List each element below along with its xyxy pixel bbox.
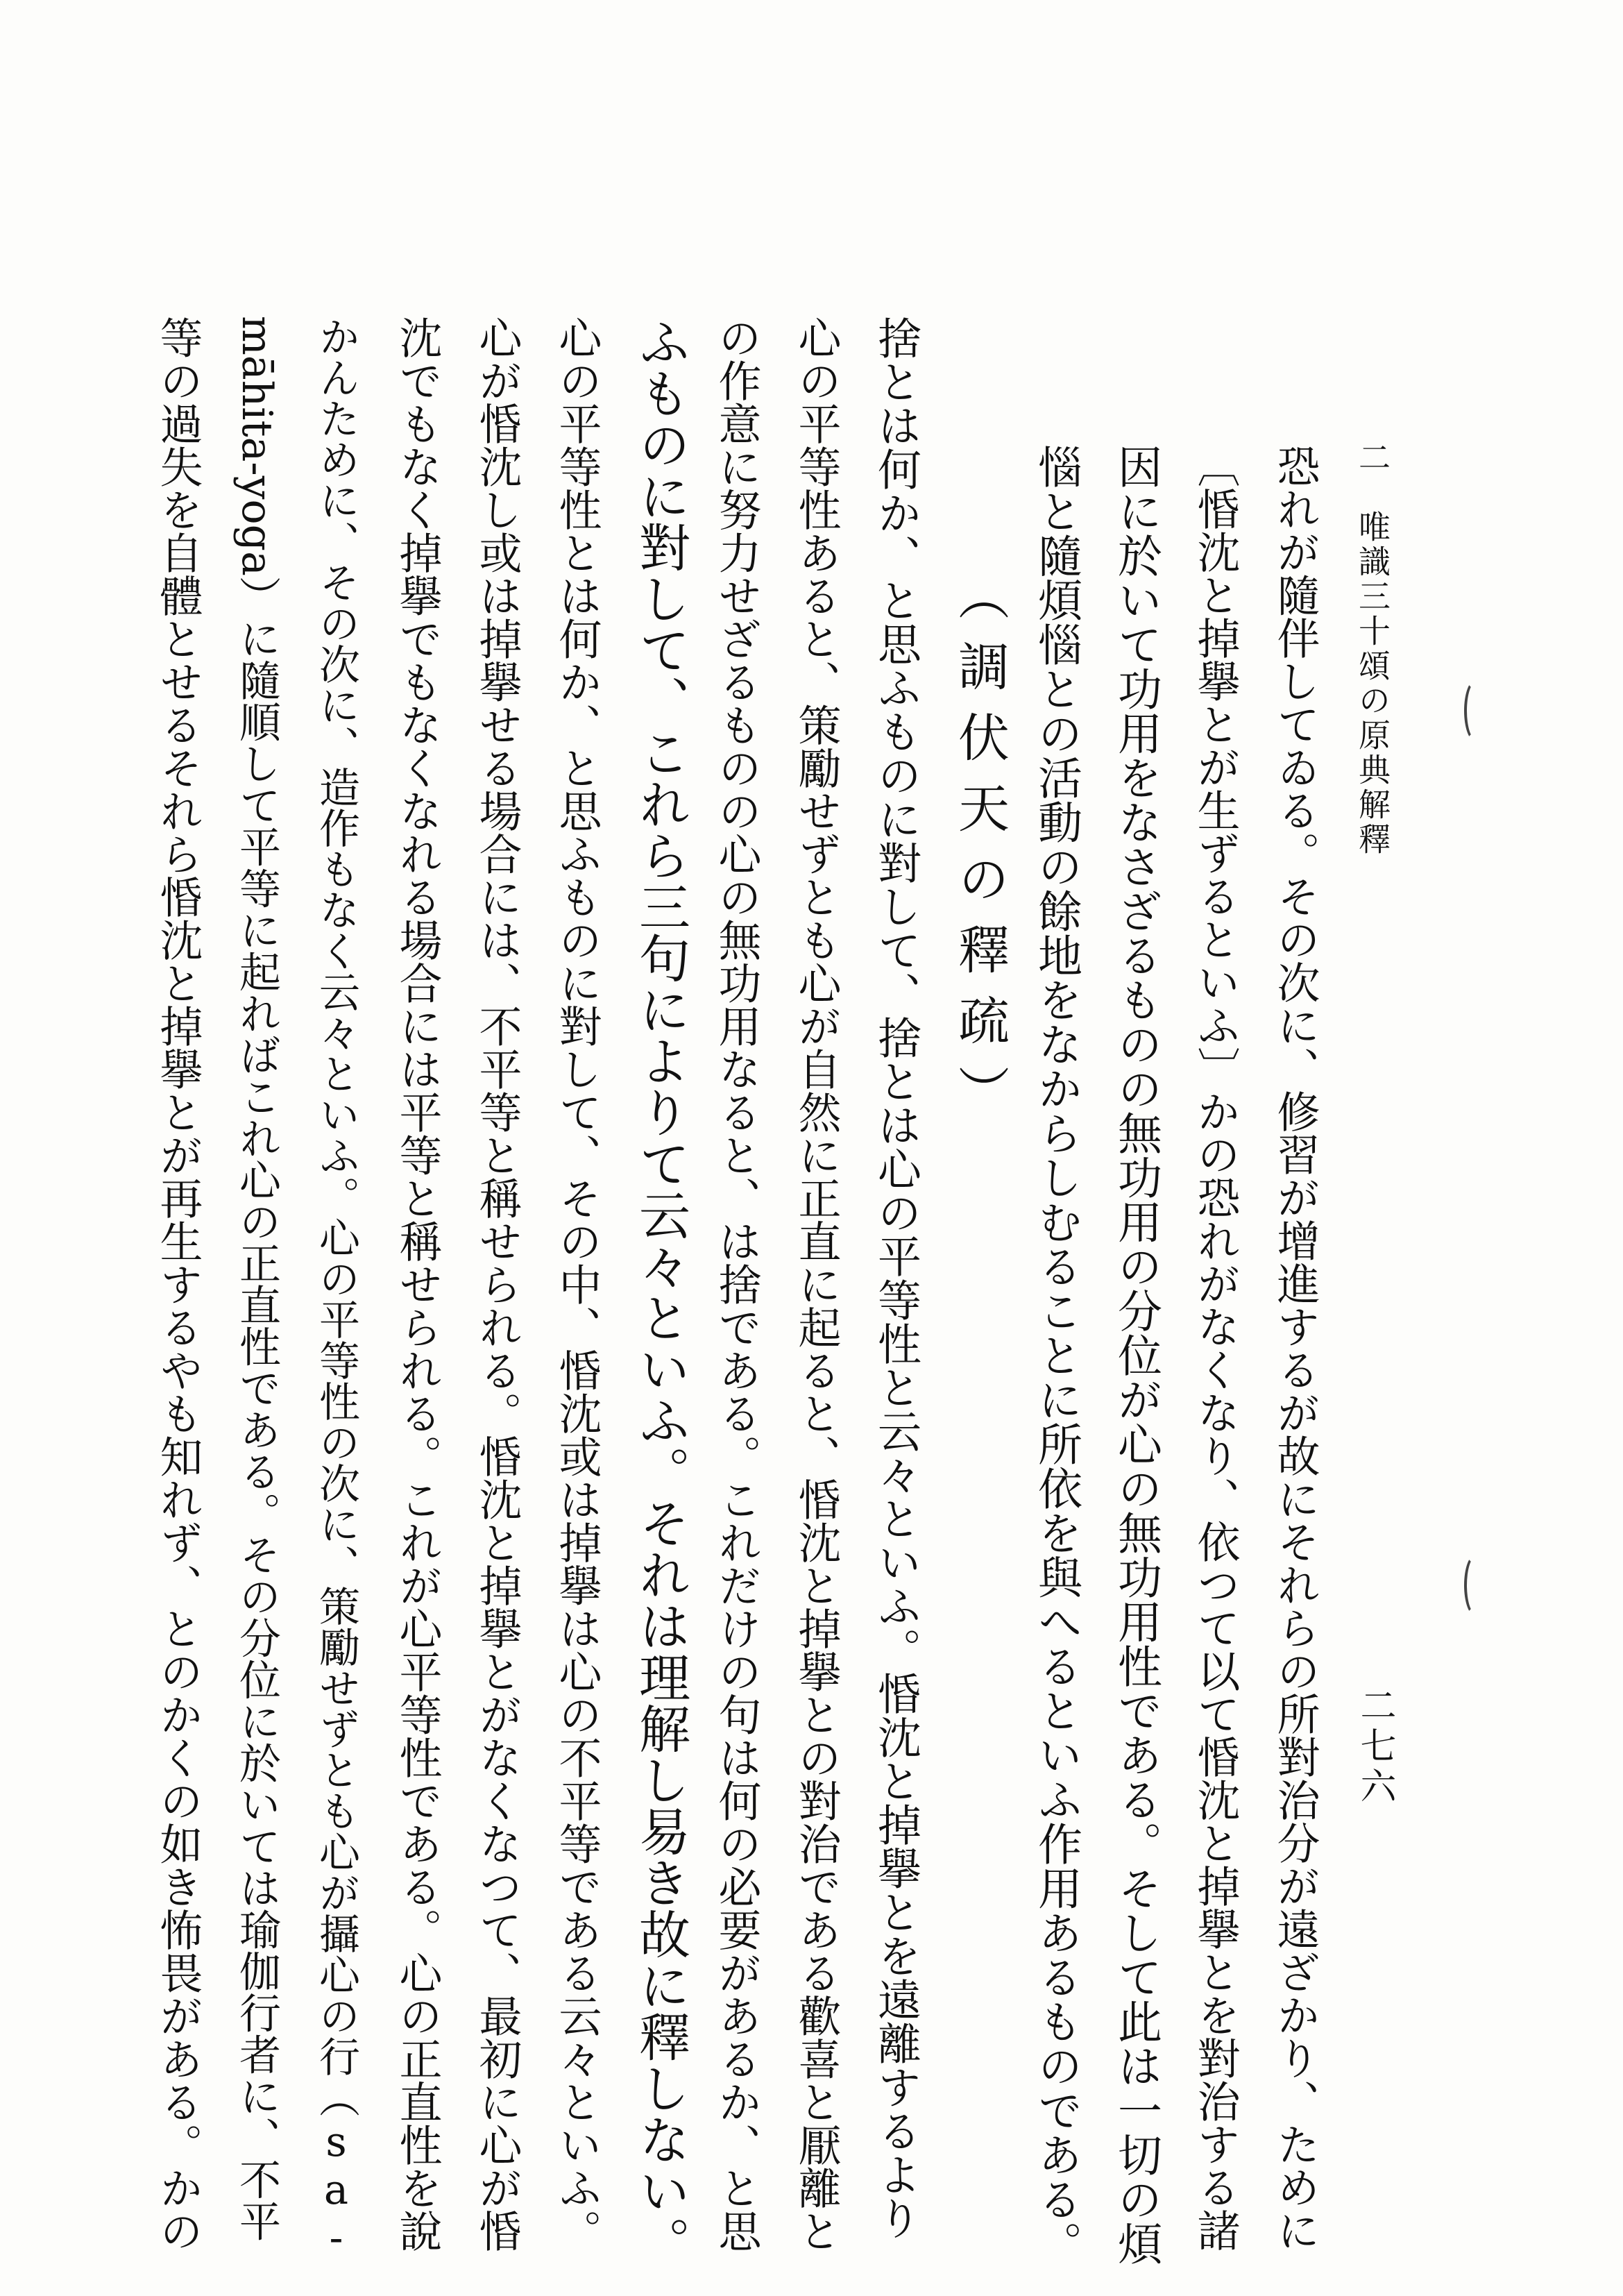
body-line-7: の作意に努力せざるものの心の無功用なると、は捨である。これだけの句は何の必要があるか、と思 [711, 316, 762, 2252]
body-line-8: ふものに對して、これら三句によりて云々といふ。それは理解し易き故に釋しない。 [631, 316, 690, 2268]
body-line-4: 惱と隨煩惱との活動の餘地をなからしむることに所依を與へるといふ作用あるものである。 [1030, 444, 1082, 2265]
body-line-13: māhita-yoga）に隨順して平等に起ればこれ心の正直性である。その分位に於いては瑜伽行者に、不平 [232, 316, 281, 2242]
running-title: 二 唯識三十頌の原典解釋 [1354, 441, 1391, 857]
body-line-5: 捨とは何か、と思ふものに對して、捨とは心の平等性と云々といふ。惛沈と掉擧とを遠離するより [871, 316, 921, 2240]
body-line-12: かんために、その次に、造作もなく云々といふ。心の平等性の次に、策勵せずとも心が攝心の行（sa- [312, 316, 360, 2261]
body-line-1: 恐れが隨伴してゐる。その次に、修習が增進するが故にそれらの所對治分が遠ざかり、ために [1270, 444, 1320, 2252]
body-line-10: 心が惛沈し或は掉擧せる場合には、不平等と稱せられる。惛沈と掉擧とがなくなつて、最初に心が惛 [472, 316, 522, 2252]
body-line-3: 因に於いて功用をなさざるものの無功用の分位が心の無功用性である。そして此は一切の煩 [1110, 444, 1162, 2265]
section-heading: （調伏天の釋疏） [950, 569, 1010, 1136]
page-number: 二七六 [1354, 1687, 1395, 1807]
body-line-11: 沈でもなく掉擧でもなくなれる場合には平等と稱せられる。これが心平等性である。心の正直性を說 [392, 316, 443, 2252]
body-line-14: 等の過失を自體とせるそれら惛沈と掉擧とが再生するやも知れず、とのかくの如き怖畏がある。かの [153, 316, 203, 2252]
body-line-9: 心の平等性とは何か、と思ふものに對して、その中、惛沈或は掉擧は心の不平等である云々といふ。 [552, 316, 602, 2252]
body-line-6: 心の平等性あると、策勵せずとも心が自然に正直に起ると、惛沈と掉擧との對治である歡喜と厭離と [791, 316, 842, 2252]
ink-bracket-mark [1464, 1555, 1486, 1616]
body-line-2: 〔惛沈と掉擧とが生ずるといふ〕かの恐れがなくなり、依つて以て惛沈と掉擧とを對治する諸 [1190, 444, 1241, 2252]
ink-bracket-mark [1464, 680, 1486, 741]
